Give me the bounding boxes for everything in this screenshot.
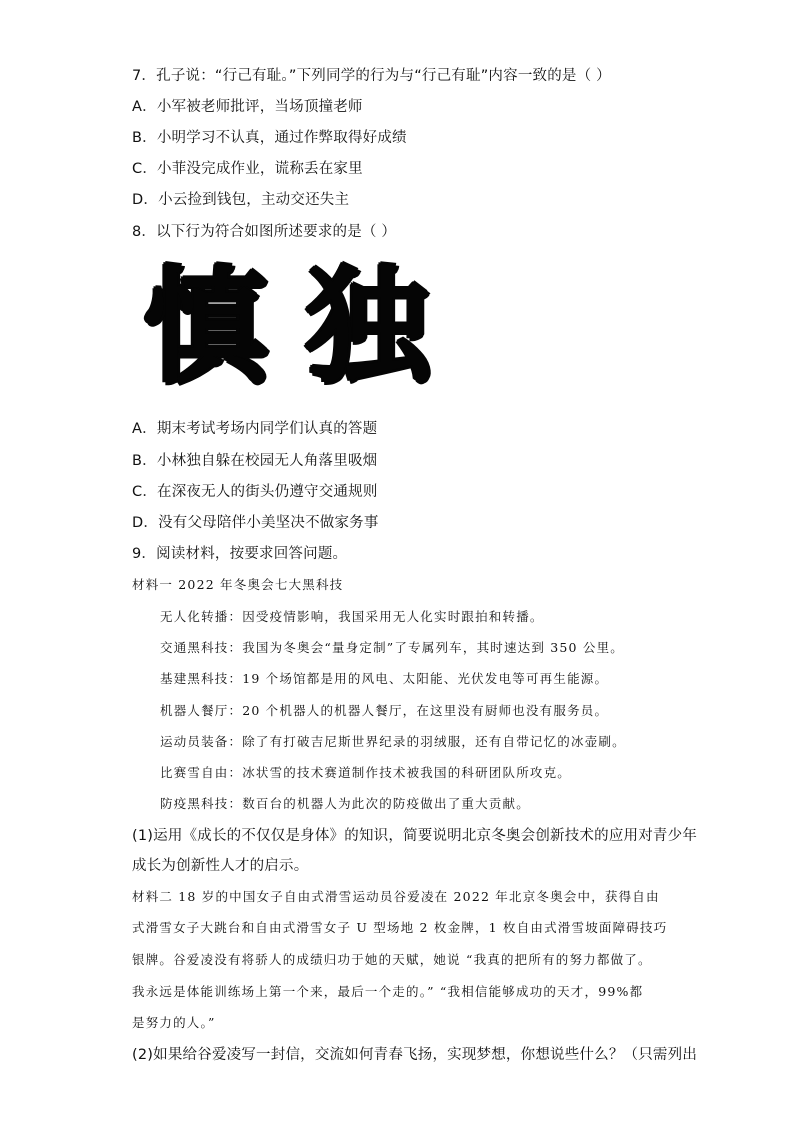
q7-option-c: C．小菲没完成作业，谎称丢在家里 [132, 161, 363, 177]
material1-item-1: 无人化转播：因受疫情影响，我国采用无人化实时跟拍和转播。 [160, 609, 544, 624]
material1-item-4: 机器人餐厅：20 个机器人的机器人餐厅，在这里没有厨师也没有服务员。 [160, 703, 609, 718]
q8-option-c: C．在深夜无人的街头仍遵守交通规则 [132, 484, 378, 500]
calligraphy-char-shen: 慎 [144, 255, 269, 400]
q7-option-a: A．小军被老师批评，当场顶撞老师 [132, 99, 363, 115]
material1-item-5: 运动员装备：除了有打破吉尼斯世界纪录的羽绒服，还有自带记忆的冰壶刷。 [160, 734, 626, 749]
material1-title: 材料一 2022 年冬奥会七大黑科技 [132, 577, 344, 592]
material2-line4: 我永远是体能训练场上第一个来，最后一个走的。” “我相信能够成功的天才，99%都 [132, 984, 644, 999]
material2-line3: 银牌。谷爱凌没有将骄人的成绩归功于她的天赋，她说 “我真的把所有的努力都做了。 [132, 952, 652, 967]
material1-item-2: 交通黑科技：我国为冬奥会“量身定制”了专属列车，其时速达到 350 公里。 [160, 640, 624, 655]
q7-option-d: D．小云捡到钱包，主动交还失主 [132, 192, 350, 208]
calligraphy-char-du: 独 [306, 255, 431, 400]
q9-sub2: (2)如果给谷爱凌写一封信，交流如何青春飞扬，实现梦想，你想说些什么？（只需列出 [132, 1047, 698, 1063]
q9-stem: 9．阅读材料，按要求回答问题。 [132, 546, 348, 562]
q8-stem: 8．以下行为符合如图所述要求的是（ ） [132, 224, 397, 240]
q8-option-b: B．小林独自躲在校园无人角落里吸烟 [132, 453, 378, 469]
material2-line2: 式滑雪女子大跳台和自由式滑雪女子 U 型场地 2 枚金牌，1 枚自由式滑雪坡面障碍技巧 [132, 920, 668, 935]
material1-item-6: 比赛雪自由：冰状雪的技术赛道制作技术被我国的科研团队所攻克。 [160, 765, 572, 780]
material1-item-3: 基建黑科技：19 个场馆都是用的风电、太阳能、光伏发电等可再生能源。 [160, 671, 609, 686]
q8-option-d: D．没有父母陪伴小美坚决不做家务事 [132, 515, 379, 531]
calligraphy-image [140, 255, 445, 400]
q8-option-a: A．期末考试考场内同学们认真的答题 [132, 421, 378, 437]
q7-option-b: B．小明学习不认真，通过作弊取得好成绩 [132, 130, 407, 146]
material1-item-7: 防疫黑科技：数百台的机器人为此次的防疫做出了重大贡献。 [160, 796, 530, 811]
material2-line5: 是努力的人。” [132, 1015, 216, 1030]
q9-sub1-line2: 成长为创新性人才的启示。 [132, 858, 309, 874]
q9-sub1-line1: (1)运用《成长的不仅仅是身体》的知识，简要说明北京冬奥会创新技术的应用对青少年 [132, 828, 698, 844]
q7-stem: 7．孔子说：“行己有耻。”下列同学的行为与“行己有耻”内容一致的是（ ） [132, 68, 611, 84]
material2-line1: 材料二 18 岁的中国女子自由式滑雪运动员谷爱凌在 2022 年北京冬奥会中，获得自由 [132, 889, 660, 904]
